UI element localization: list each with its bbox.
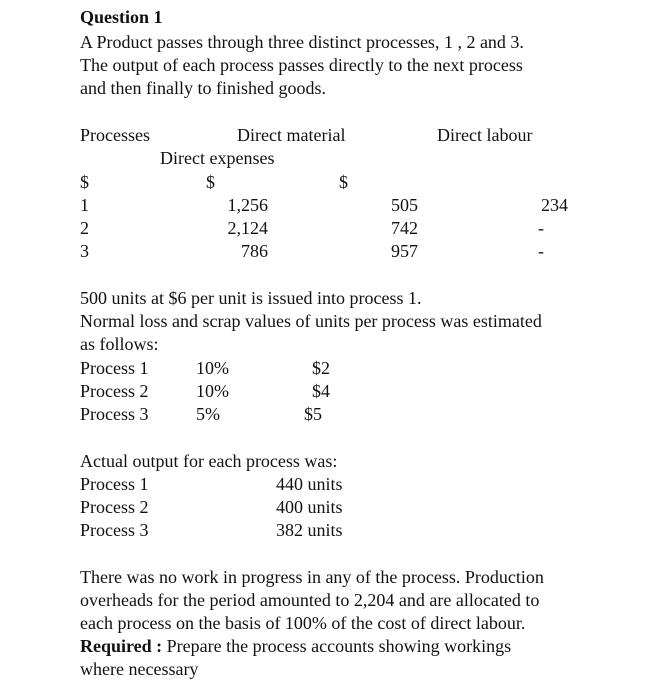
required-line-2: where necessary [80,659,199,679]
normal-loss-rate-3: 5% [196,404,220,424]
normal-loss-process-3: Process 3 [80,404,149,424]
actual-output-heading: Actual output for each process was: [80,451,338,471]
normal-loss-process-2: Process 2 [80,381,149,401]
units-issued: 500 units at $6 per unit is issued into process 1. [80,288,422,308]
row-2-labour: 742 [391,218,418,238]
currency-symbol-labour: $ [339,172,348,192]
closing-line-2: overheads for the period amounted to 2,204 and are allocated to [80,590,540,610]
row-2-process: 2 [80,218,89,238]
intro-line-3: and then finally to finished goods. [80,78,326,98]
header-direct-material: Direct material [237,125,346,145]
closing-line-1: There was no work in progress in any of the process. Production [80,567,544,587]
actual-output-process-1: Process 1 [80,474,149,494]
header-direct-expenses: Direct expenses [160,148,275,168]
header-direct-labour: Direct labour [437,125,533,145]
actual-output-process-3: Process 3 [80,520,149,540]
scrap-value-3: $5 [304,404,322,424]
row-1-expenses: 234 [541,195,568,215]
actual-output-units-3: 382 units [276,520,343,540]
normal-loss-line-1: Normal loss and scrap values of units per process was estimated [80,311,542,331]
normal-loss-process-1: Process 1 [80,358,149,378]
row-1-labour: 505 [391,195,418,215]
actual-output-units-1: 440 units [276,474,343,494]
scrap-value-2: $4 [312,381,330,401]
closing-line-3: each process on the basis of 100% of the cost of direct labour. [80,613,526,633]
row-2-expenses: - [538,218,544,238]
actual-output-units-2: 400 units [276,497,343,517]
intro-line-1: A Product passes through three distinct processes, 1 , 2 and 3. [80,32,524,52]
row-3-process: 3 [80,241,89,261]
row-1-process: 1 [80,195,89,215]
required-label: Required : [80,636,163,656]
actual-output-process-2: Process 2 [80,497,149,517]
normal-loss-line-2: as follows: [80,334,159,354]
header-processes: Processes [80,125,150,145]
normal-loss-rate-2: 10% [196,381,229,401]
row-3-material: 786 [241,241,268,261]
required-line [80,635,511,658]
question-title: Question 1 [80,7,163,27]
row-1-material: 1,256 [227,195,268,215]
required-text: Prepare the process accounts showing workings [162,636,512,656]
row-2-material: 2,124 [227,218,268,238]
currency-symbol-material: $ [206,172,215,192]
row-3-expenses: - [538,241,544,261]
normal-loss-rate-1: 10% [196,358,229,378]
scrap-value-1: $2 [312,358,330,378]
intro-line-2: The output of each process passes directly to the next process [80,55,523,75]
row-3-labour: 957 [391,241,418,261]
currency-symbol-processes: $ [80,172,89,192]
